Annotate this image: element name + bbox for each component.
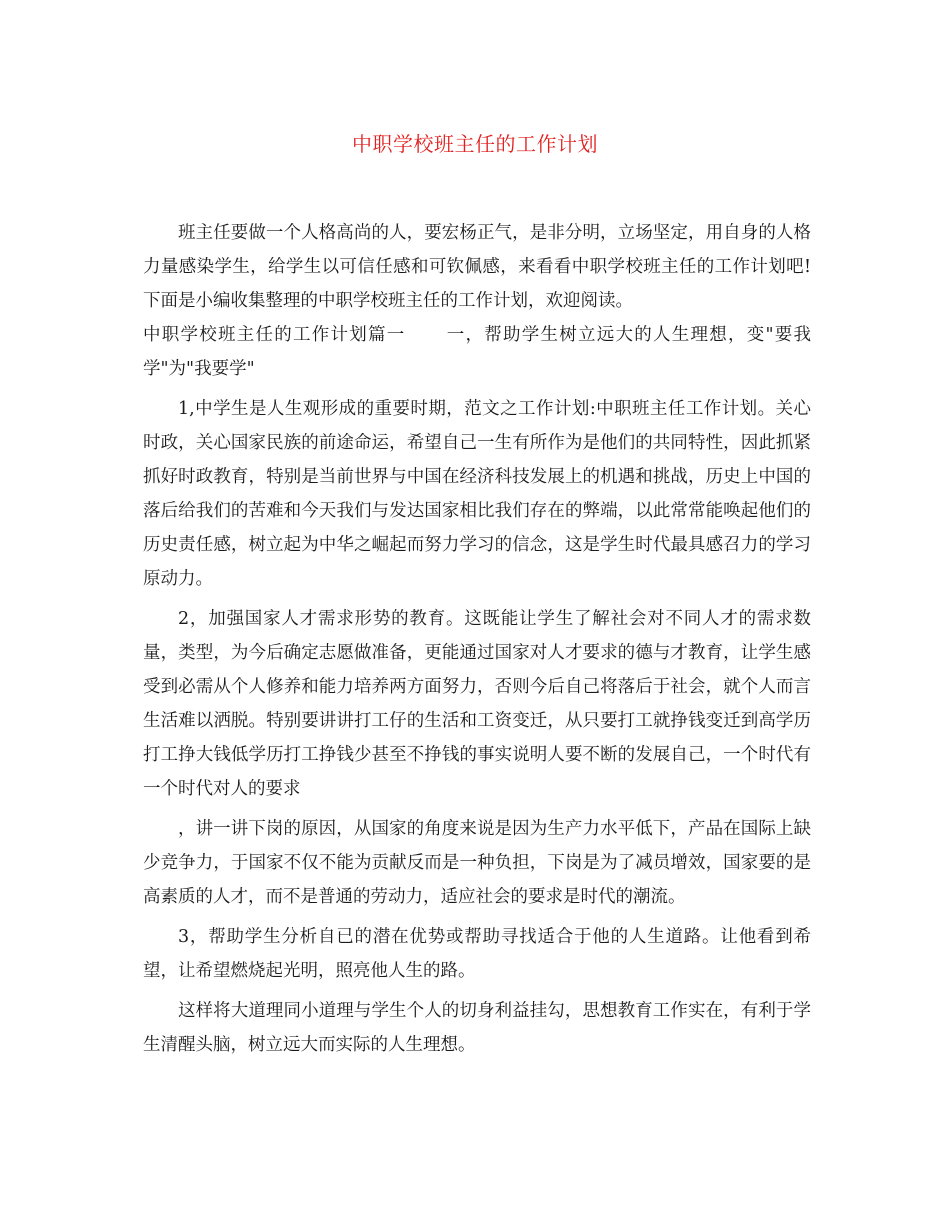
paragraph-conclusion: 这样将大道理同小道理与学生个人的切身利益挂勾，思想教育工作实在，有利于学生清醒头脑，树立远大而实际的人生理想。 (143, 1001, 811, 1055)
document-title: 中职学校班主任的工作计划 (352, 132, 598, 156)
paragraph-item-3: 3，帮助学生分析自已的潜在优势或帮助寻找适合于他的人生道路。让他看到希望，让希望燃烧起光明，照亮他人生的路。 (143, 927, 811, 981)
paragraph-layoff: ，讲一讲下岗的原因，从国家的角度来说是因为生产力水平低下，产品在国际上缺少竞争力，于国家不仅不能为贡献反而是一种负担，下岗是为了减员增效，国家要的是高素质的人才，而不是普通的劳动力，适应社会的要求是时代的潮流。 (143, 819, 811, 907)
paragraph-item-2: 2，加强国家人才需求形势的教育。这既能让学生了解社会对不同人才的需求数量，类型，为今后确定志愿做准备，更能通过国家对人才要求的德与才教育，让学生感受到必需从个人修养和能力培养两方面努力，否则今后自己将落后于社会，就个人而言生活难以洒脱。特别要讲讲打工仔的生活和工资变迁，从只要打工就挣钱变迁到高学历打工挣大钱低学历打工挣钱少甚至不挣钱的事实说明人要不断的发展自己，一个时代有一个时代对人的要求 (143, 609, 811, 799)
paragraph-item-1: 1,中学生是人生观形成的重要时期，范文之工作计划:中职班主任工作计划。关心时政，关心国家民族的前途命运，希望自己一生有所作为是他们的共同特性，因此抓紧抓好时政教育，特别是当前世界与中国在经济科技发展上的机遇和挑战，历史上中国的落后给我们的苦难和今天我们与发达国家相比我们存在的弊端，以此常常能唤起他们的历史责任感，树立起为中华之崛起而努力学习的信念，这是学生时代最具感召力的学习原动力。 (143, 399, 811, 589)
document-body (143, 216, 811, 1062)
section-heading-paragraph (143, 318, 811, 386)
section-heading: 中职学校班主任的工作计划篇一 (143, 325, 406, 345)
point-one-heading: 一，帮助学生树立远大的人生理想，变"要我学"为"我要学" (143, 325, 811, 379)
intro-paragraph: 班主任要做一个人格高尚的人，要宏杨正气，是非分明，立场坚定，用自身的人格力量感染学生，给学生以可信任感和可钦佩感，来看看中职学校班主任的工作计划吧!下面是小编收集整理的中职学校班主任的工作计划，欢迎阅读。 (143, 223, 811, 311)
